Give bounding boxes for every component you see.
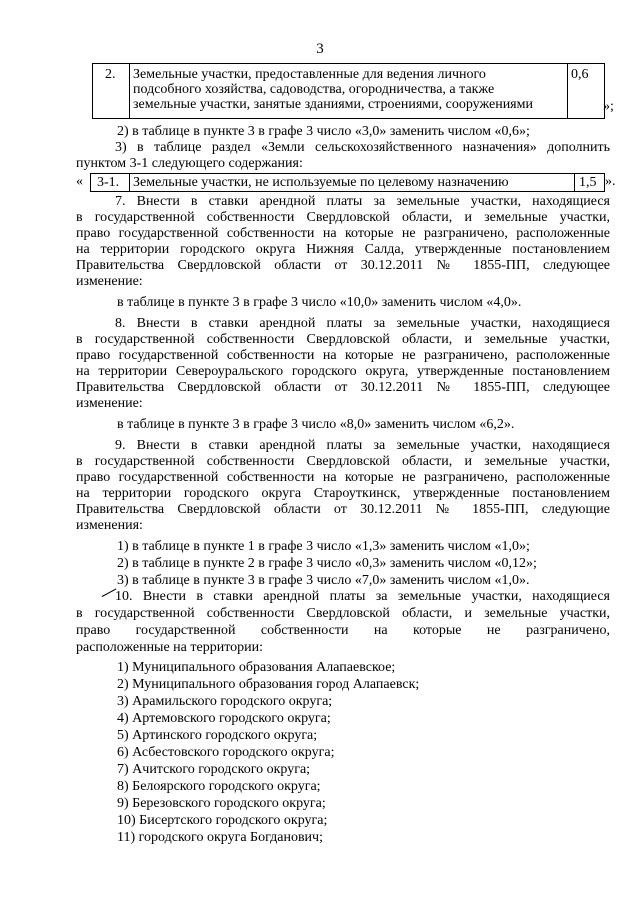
paragraph-9-change-3: 3) в таблице в пункте 3 в графе 3 число «7,0» заменить числом «1,0». [117,573,530,588]
list-item: 2) Муниципального образования город Алапаевск; [117,677,420,692]
list-item: 4) Артемовского городского округа; [117,711,331,726]
paragraph-9-change-2: 2) в таблице в пункте 2 в графе 3 число «0,3» заменить числом «0,12»; [117,556,537,571]
list-item: 11) городского округа Богданович; [117,830,323,845]
list-item: 6) Асбестовского городского округа; [117,745,335,760]
list-item: 8) Белоярского городского округа; [117,779,321,794]
table-row-3-1 [90,173,605,192]
paragraph-7-change: в таблице в пункте 3 в графе 3 число «10,0» заменить числом «4,0». [117,295,522,310]
list-item: 9) Березовского городского округа; [117,796,326,811]
paragraph-8-change: в таблице в пункте 3 в графе 3 число «8,0» заменить числом «6,2». [117,417,515,432]
list-item: 3) Арамильского городского округа; [117,694,333,709]
closing-quote: »; [603,99,614,114]
table-row-2-number: 2. [105,67,116,82]
opening-quote: « [76,174,83,189]
paragraph-10: 10. Внести в ставки арендной платы за земельные участки, находящиеся [115,589,610,604]
list-item: 1) Муниципального образования Алапаевское; [117,660,396,675]
closing-quote-2: ». [605,174,616,189]
document-page: 3 2. Земельные участки, предоставленные для ведения личного подсобного хозяйства, садоводства, огородничества, а также земельные участки, занятые зданиями, строениями, сооружениями 0,6 »; 2) в таблице в пункте 3 в графе 3 число «3,0» заменить числом «0,6»; 3) в таблице раздел «Земли сельскохозяйственного назначения» дополнить пунктом 3-1 следующего содержания: « 3-1. Земельные участки, не используемые по целевому назначению 1,5 ». 7. Внести в ставки арендной платы за земельные участки, находящиеся в государственной собственности Свердловской области, и земельные участки, право государственной собственности на которые не разграничено, расположенные на территории городского округа Нижняя Салда, утвержденные постановлением Правительства Свердловской области от 30.12.2011 № 1855-ПП, следующее изменение: в таблице в пункте 3 в графе 3 число «10,0» заменить числом «4,0». 8. Внести в ставки арендной платы за земельные участки, находящиеся в государственной собственности Свердловской области, и земельные участки, право государственной собственности на которые не разграничено, расположенные на территории Североуральского городского округа, утвержденные постановлением Правительства Свердловской области от 30.12.2011 № 1855-ПП, следующее изменение: в таблице в пункте 3 в графе 3 число «8,0» заменить числом «6,2». 9. Внести в ставки арендной платы за земельные участки, находящиеся в государственной собственности Свердловской области, и земельные участки, право государственной собственности на которые не разграничено, расположенные на территории городского округа Староуткинск, утвержденные постановлением Правительства Свердловской области от 30.12.2011 № 1855-ПП, следующие изменения: 1) в таблице в пункте 1 в графе 3 число «1,3» заменить числом «1,0»; 2) в таблице в пункте 2 в графе 3 число «0,3» заменить числом «0,12»; 3) в таблице в пункте 3 в графе 3 число «7,0» заменить числом «1,0». 10. Внести в ставки арендной платы за земельные участки, находящиеся в государственной собственности Свердловской области, и земельные участки, право государственной собственности на которые не разграничено, расположенные на территории: 1) Муниципального образования Алапаевское; 2) Муниципального образования город Алапаевск; 3) Арамильского городского округа; 4) Артемовского городского округа; 5) Артинского городского округа; 6) Асбестовского городского округа; 7) Ачитского городского округа; 8) Белоярского городского округа; 9) Березовского городского округа; 10) Бисертского городского округа; 11) городского округа Богданович; [0,0,640,905]
table-row-3-1-value: 1,5 [579,175,597,190]
paragraph-7: 7. Внести в ставки арендной платы за земельные участки, находящиеся [115,194,610,209]
paragraph-9: 9. Внести в ставки арендной платы за земельные участки, находящиеся [115,438,610,453]
table-row-3-1-number: 3-1. [97,175,120,190]
table-row-2 [92,63,605,119]
list-item: 10) Бисертского городского округа; [117,813,328,828]
table-row-3-1-text: Земельные участки, не используемые по целевому назначению [133,175,509,190]
paragraph-9-change-1: 1) в таблице в пункте 1 в графе 3 число «1,3» заменить числом «1,0»; [117,539,530,554]
page-number: 3 [316,41,324,57]
list-item: 5) Артинского городского округа; [117,728,318,743]
amendment-item-3: 3) в таблице раздел «Земли сельскохозяйственного назначения» дополнить [115,140,610,155]
list-item: 7) Ачитского городского округа; [117,762,311,777]
amendment-item-2: 2) в таблице в пункте 3 в графе 3 число «3,0» заменить числом «0,6»; [117,124,530,139]
table-row-2-text: Земельные участки, предоставленные для ведения личного подсобного хозяйства, садоводства, огородничества, а также земельные участки, занятые зданиями, строениями, сооружениями [133,67,533,113]
paragraph-8: 8. Внести в ставки арендной платы за земельные участки, находящиеся [115,316,610,331]
amendment-item-3-cont: пунктом 3-1 следующего содержания: [76,156,303,171]
table-row-2-value: 0,6 [571,67,589,82]
